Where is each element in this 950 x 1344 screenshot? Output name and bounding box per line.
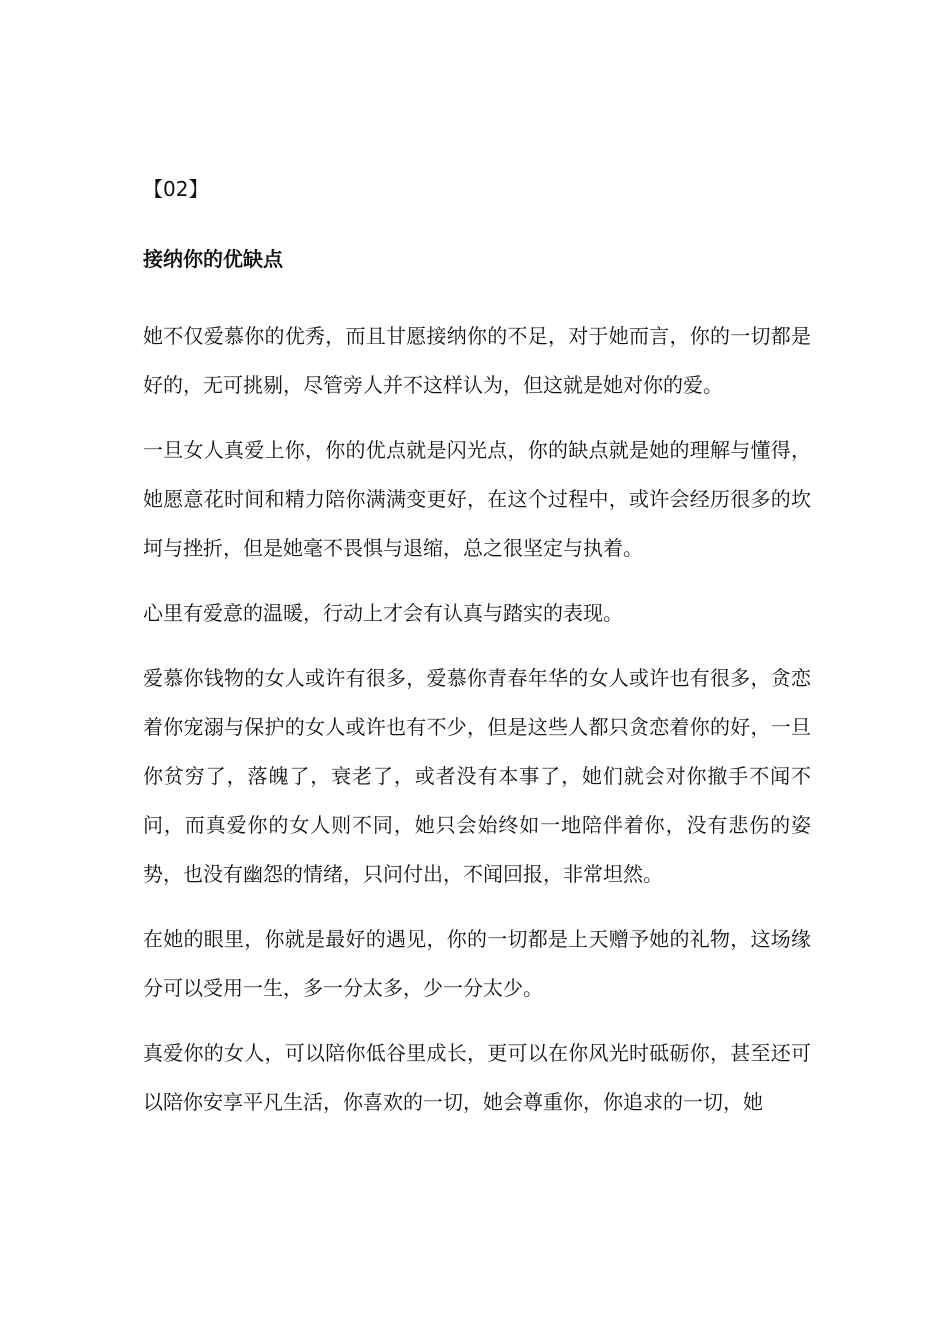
document-page: [143, 172, 811, 1143]
paragraph: 爱慕你钱物的女人或许有很多，爱慕你青春年华的女人或许也有很多，贪恋着你宠溺与保护的女人或许也有不少，但是这些人都只贪恋着你的好，一旦你贫穷了，落魄了，衰老了，或者没有本事了，她们就会对你撤手不闻不问，而真爱你的女人则不同，她只会始终如一地陪伴着你，没有悲伤的姿势，也没有幽怨的情绪，只问付出，不闻回报，非常坦然。: [143, 666, 811, 886]
paragraph: 一旦女人真爱上你，你的优点就是闪光点，你的缺点就是她的理解与懂得，她愿意花时间和精力陪你满满变更好，在这个过程中，或许会经历很多的坎坷与挫折，但是她毫不畏惧与退缩，总之很坚定与执着。: [143, 438, 811, 560]
paragraph: 心里有爱意的温暖，行动上才会有认真与踏实的表现。: [143, 601, 623, 625]
paragraph: 真爱你的女人，可以陪你低谷里成长，更可以在你风光时砥砺你，甚至还可以陪你安享平凡生活，你喜欢的一切，她会尊重你，你追求的一切，她: [143, 1041, 811, 1114]
section-number: 【02】: [143, 177, 209, 201]
paragraph: 她不仅爱慕你的优秀，而且甘愿接纳你的不足，对于她而言，你的一切都是好的，无可挑剔，尽管旁人并不这样认为，但这就是她对你的爱。: [143, 324, 811, 397]
section-title: 接纳你的优缺点: [143, 247, 283, 271]
paragraph: 在她的眼里，你就是最好的遇见，你的一切都是上天赠予她的礼物，这场缘分可以受用一生，多一分太多，少一分太少。: [143, 927, 811, 1000]
